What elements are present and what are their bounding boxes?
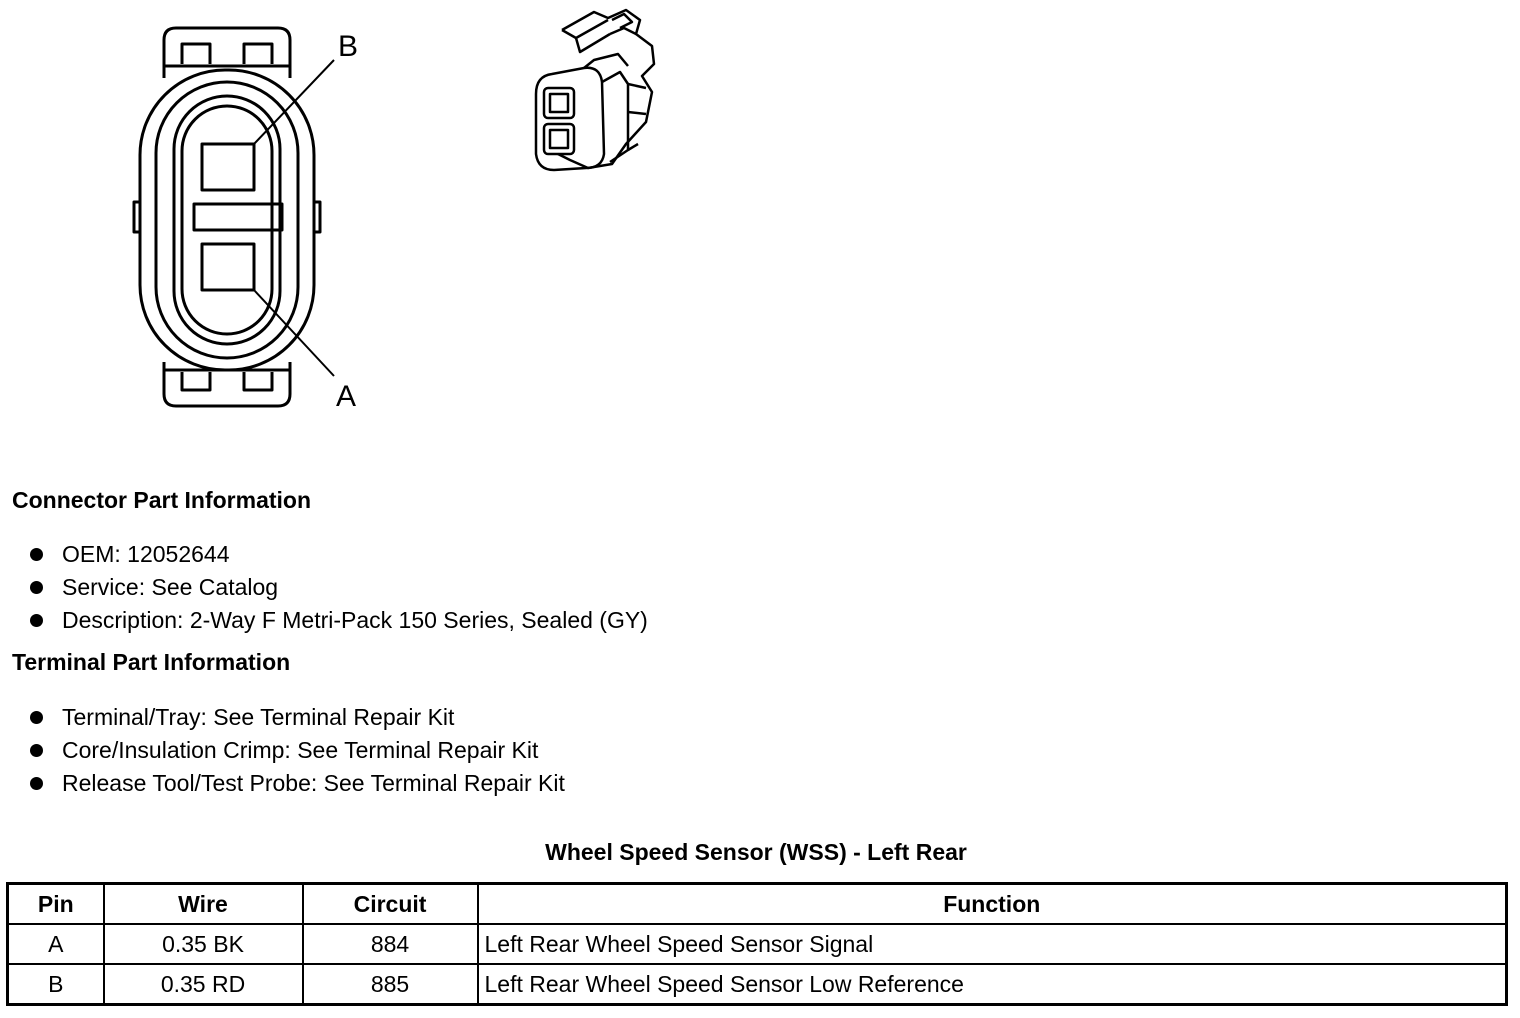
connector-isometric-diagram — [528, 4, 676, 176]
table-row — [8, 924, 1507, 964]
pin-b-label: B — [338, 30, 359, 63]
list-item — [28, 734, 565, 767]
table-header-row — [8, 884, 1507, 925]
list-item-text: Core/Insulation Crimp: See Terminal Repair Kit — [62, 737, 539, 763]
list-item — [28, 571, 648, 604]
cavity-a — [202, 244, 254, 290]
cell-function: Left Rear Wheel Speed Sensor Low Reference — [478, 964, 1507, 1005]
list-item-text: OEM: 12052644 — [62, 541, 230, 567]
list-item-text: Description: 2-Way F Metri-Pack 150 Series, Sealed (GY) — [62, 607, 648, 633]
cavity-b — [202, 144, 254, 190]
cell-wire: 0.35 RD — [104, 964, 303, 1005]
connector-front-view-diagram — [120, 20, 380, 420]
cell-wire: 0.35 BK — [104, 924, 303, 964]
connector-key-slot — [194, 204, 282, 230]
cell-circuit: 884 — [303, 924, 478, 964]
bullet-icon — [30, 548, 43, 561]
column-header-pin: Pin — [8, 884, 104, 925]
list-item-text: Release Tool/Test Probe: See Terminal Repair Kit — [62, 770, 565, 796]
pin-a-label: A — [336, 380, 357, 413]
list-item — [28, 538, 648, 571]
terminal-part-info-heading: Terminal Part Information — [12, 649, 291, 675]
list-item — [28, 701, 565, 734]
bullet-icon — [30, 614, 43, 627]
terminal-part-info-list — [28, 701, 565, 800]
cell-pin: B — [8, 964, 104, 1005]
iso-cavity-bottom — [544, 124, 574, 154]
pin-table-title: Wheel Speed Sensor (WSS) - Left Rear — [545, 839, 967, 865]
cell-pin: A — [8, 924, 104, 964]
bullet-icon — [30, 581, 43, 594]
connector-part-info-list — [28, 538, 648, 637]
bullet-icon — [30, 711, 43, 724]
list-item-text: Service: See Catalog — [62, 574, 279, 600]
table-row — [8, 964, 1507, 1005]
column-header-wire: Wire — [104, 884, 303, 925]
list-item — [28, 767, 565, 800]
column-header-function: Function — [478, 884, 1507, 925]
iso-cavity-top — [544, 88, 574, 118]
bullet-icon — [30, 744, 43, 757]
connector-part-info-heading: Connector Part Information — [12, 487, 312, 513]
pin-table — [6, 882, 1508, 1006]
list-item-text: Terminal/Tray: See Terminal Repair Kit — [62, 704, 455, 730]
cell-function: Left Rear Wheel Speed Sensor Signal — [478, 924, 1507, 964]
bullet-icon — [30, 777, 43, 790]
list-item — [28, 604, 648, 637]
column-header-circuit: Circuit — [303, 884, 478, 925]
cell-circuit: 885 — [303, 964, 478, 1005]
